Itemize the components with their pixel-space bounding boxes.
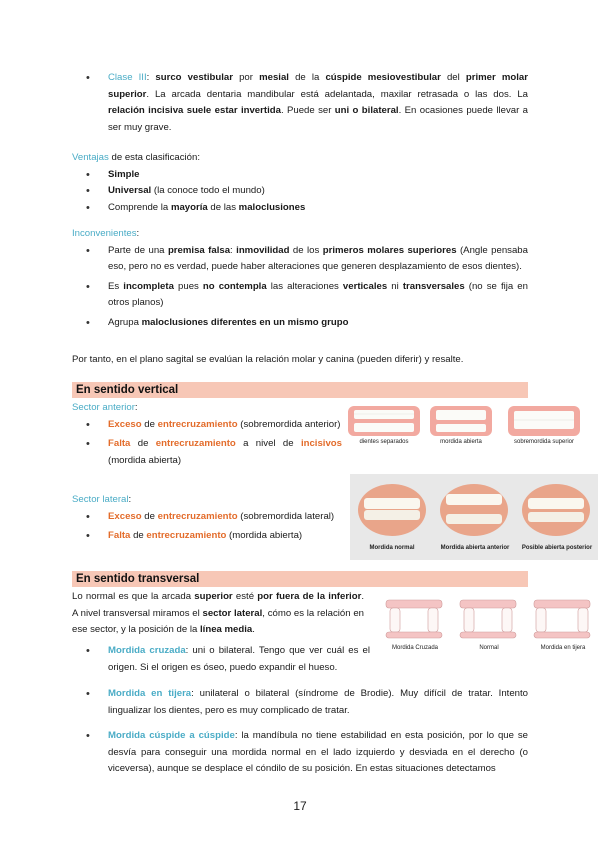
page-number: 17 [293, 799, 307, 813]
list-item: • Universal (la conoce todo el mundo) [80, 183, 528, 200]
sector-anterior-block: Sector anterior: • Exceso de entrecruzamiento (sobremordida anterior) • Falta de entrecruzamiento a nivel de incisivos (mordida abierta) [72, 400, 342, 472]
list-item: • Comprende la mayoría de las maloclusiones [80, 200, 528, 217]
lateral-normal [358, 484, 426, 536]
teeth-illustration [344, 404, 584, 438]
lateral-bite-figure [350, 474, 598, 560]
transversal-intro: Lo normal es que la arcada superior esté por fuera de la inferior. A nivel transversal miramos el sector lateral, cómo es la relación en ese sector, y la posición de la línea media. [72, 591, 365, 635]
list-item: • Agrupa maloclusiones diferentes en un mismo grupo [80, 315, 528, 332]
summary-paragraph: Por tanto, en el plano sagital se evalúan la relación molar y canina (pueden diferir) y resalte. [72, 354, 464, 365]
normal-diagram [460, 600, 516, 638]
ventajas-label: Ventajas [72, 152, 109, 163]
scissor-bite-diagram [534, 600, 590, 638]
tooth-set-open [430, 406, 492, 436]
image-caption: Mordida normal [369, 545, 415, 551]
list-item: • Clase III: surco vestibular por mesial de la cúspide mesiovestibular del primer molar superior. La arcada dentaria mandibular está adelantada, maxilar retrasada o las dos. La relación incisiva suele estar invertida. Puede ser uni o bilateral. En ocasiones puede llevar a ser muy grave. [80, 70, 528, 136]
lateral-open [440, 484, 508, 536]
image-caption: dientes separados [359, 439, 409, 445]
image-caption: mordida abierta [440, 439, 482, 445]
transversal-list-2 [80, 686, 528, 722]
sector-lateral-label: Sector lateral [72, 494, 129, 505]
crossbite-diagram [386, 600, 442, 638]
section-heading-transversal: En sentido transversal [72, 571, 528, 587]
inconvenientes-label: Inconvenientes [72, 228, 137, 239]
image-caption: Normal [479, 645, 499, 651]
list-item: • Exceso de entrecruzamiento (sobremordida anterior) [80, 417, 342, 434]
list-item: • Simple [80, 167, 528, 184]
clase-iii-block [80, 70, 528, 139]
list-item: • Mordida cruzada: uni o bilateral. Tengo que ver cuál es el origen. Si el origen es óseo, puedo expandir el hueso. [80, 643, 370, 676]
tooth-set-deep [508, 406, 580, 436]
ventajas-section: Ventajas de esta clasificación: • Simple • Universal (la conoce todo el mundo) • Comprende la mayoría de las maloclusiones [72, 150, 528, 216]
list-item: • Mordida cúspide a cúspide: la mandíbula no tiene estabilidad en esta posición, por lo que se desvía para conseguir una mordida normal en el lado izquierdo y desviada en el derecho (o viceversa), aunque se desplace el cóndilo de su posición. En estas situaciones detectamos [80, 728, 528, 778]
lateral-teeth-illustration [350, 474, 598, 546]
list-item: • Falta de entrecruzamiento (mordida abierta) [80, 528, 342, 545]
clase-iii-label: Clase III [108, 72, 147, 83]
list-item: • Exceso de entrecruzamiento (sobremordida lateral) [80, 509, 342, 526]
tooth-set-separated [348, 406, 420, 436]
image-caption: Posible abierta posterior [521, 545, 593, 551]
image-caption: sobremordida superior [513, 439, 575, 445]
transversal-list-1 [80, 643, 528, 679]
image-caption: Mordida abierta anterior [440, 545, 510, 551]
anterior-bite-figure [344, 404, 584, 448]
image-caption: Mordida Cruzada [391, 645, 439, 651]
lateral-posterior [522, 484, 590, 536]
list-item: • Falta de entrecruzamiento a nivel de incisivos (mordida abierta) [80, 436, 342, 469]
crossbite-illustration [380, 594, 598, 644]
list-item: • Parte de una premisa falsa: inmovilidad de los primeros molares superiores (Angle pensaba eso, pero no es verdad, puede haber alteraciones que generen desplazamiento de esos dientes). [80, 243, 528, 276]
image-caption: Mordida en tijera [540, 645, 586, 651]
transversal-list-3 [80, 728, 528, 781]
inconvenientes-section: Inconvenientes: • Parte de una premisa falsa: inmovilidad de los primeros molares superiores (Angle pensaba eso, pero no es verdad, puede haber alteraciones que generen desplazamiento de esos dientes). • Es incompleta pues no contempla las alteraciones verticales ni transversales (no se fija en otros planos) • Agrupa maloclusiones diferentes en un mismo grupo [72, 226, 528, 334]
sector-lateral-block: Sector lateral: • Exceso de entrecruzamiento (sobremordida lateral) • Falta de entrecruzamiento (mordida abierta) [72, 492, 342, 548]
sector-anterior-label: Sector anterior [72, 402, 135, 413]
section-heading-vertical: En sentido vertical [72, 382, 528, 398]
list-item: • Mordida en tijera: unilateral o bilateral (síndrome de Brodie). Muy difícil de tratar. Intento lingualizar los dientes, pero es muy complicado de tratar. [80, 686, 528, 719]
list-item: • Es incompleta pues no contempla las alteraciones verticales ni transversales (no se fija en otros planos) [80, 279, 528, 312]
